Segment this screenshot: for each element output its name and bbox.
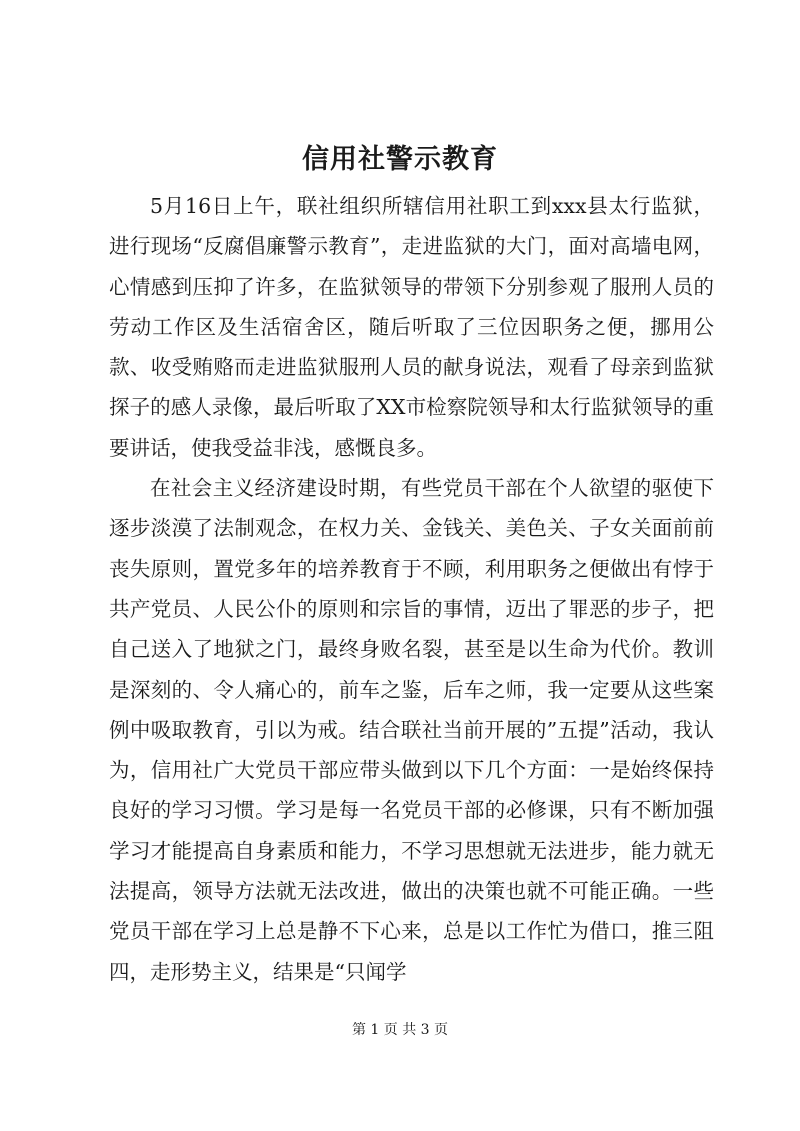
paragraph-2: 在社会主义经济建设时期，有些党员干部在个人欲望的驱使下逐步淡漠了法制观念，在权力关、金钱关、美色关、子女关面前前丧失原则，置党多年的培养教育于不顾，利用职务之便做出有悖于共产党员、人民公仆的原则和宗旨的事情，迈出了罪恶的步子，把自己送入了地狱之门，最终身败名裂，甚至是以生命为代价。教训是深刻的、令人痛心的，前车之鉴，后车之师，我一定要从这些案例中吸取教育，引以为戒。结合联社当前开展的”五提”活动，我认为，信用社广大党员干部应带头做到以下几个方面：一是始终保持良好的学习习惯。学习是每一名党员干部的必修课，只有不断加强学习才能提高自身素质和能力，不学习思想就无法进步，能力就无法提高，领导方法就无法改进，做出的决策也就不可能正确。一些党员干部在学习上总是静不下心来，总是以工作忙为借口，推三阻四，走形势主义，结果是“只闻学 [109,476,714,984]
page-title: 信用社警示教育 [302,144,498,175]
paragraph-1: 5月16日上午，联社组织所辖信用社职工到xxx县太行监狱，进行现场“反腐倡廉警示教育”，走进监狱的大门，面对高墙电网，心情感到压抑了许多，在监狱领导的带领下分别参观了服刑人员的劳动工作区及生活宿舍区，随后听取了三位因职务之便，挪用公款、收受贿赂而走进监狱服刑人员的献身说法，观看了母亲到监狱探子的感人录像，最后听取了XX市检察院领导和太行监狱领导的重要讲话，使我受益非浅，感慨良多。 [109,194,714,460]
page-number-footer: 第 1 页 共 3 页 [351,1022,449,1038]
document-body [109,186,714,992]
